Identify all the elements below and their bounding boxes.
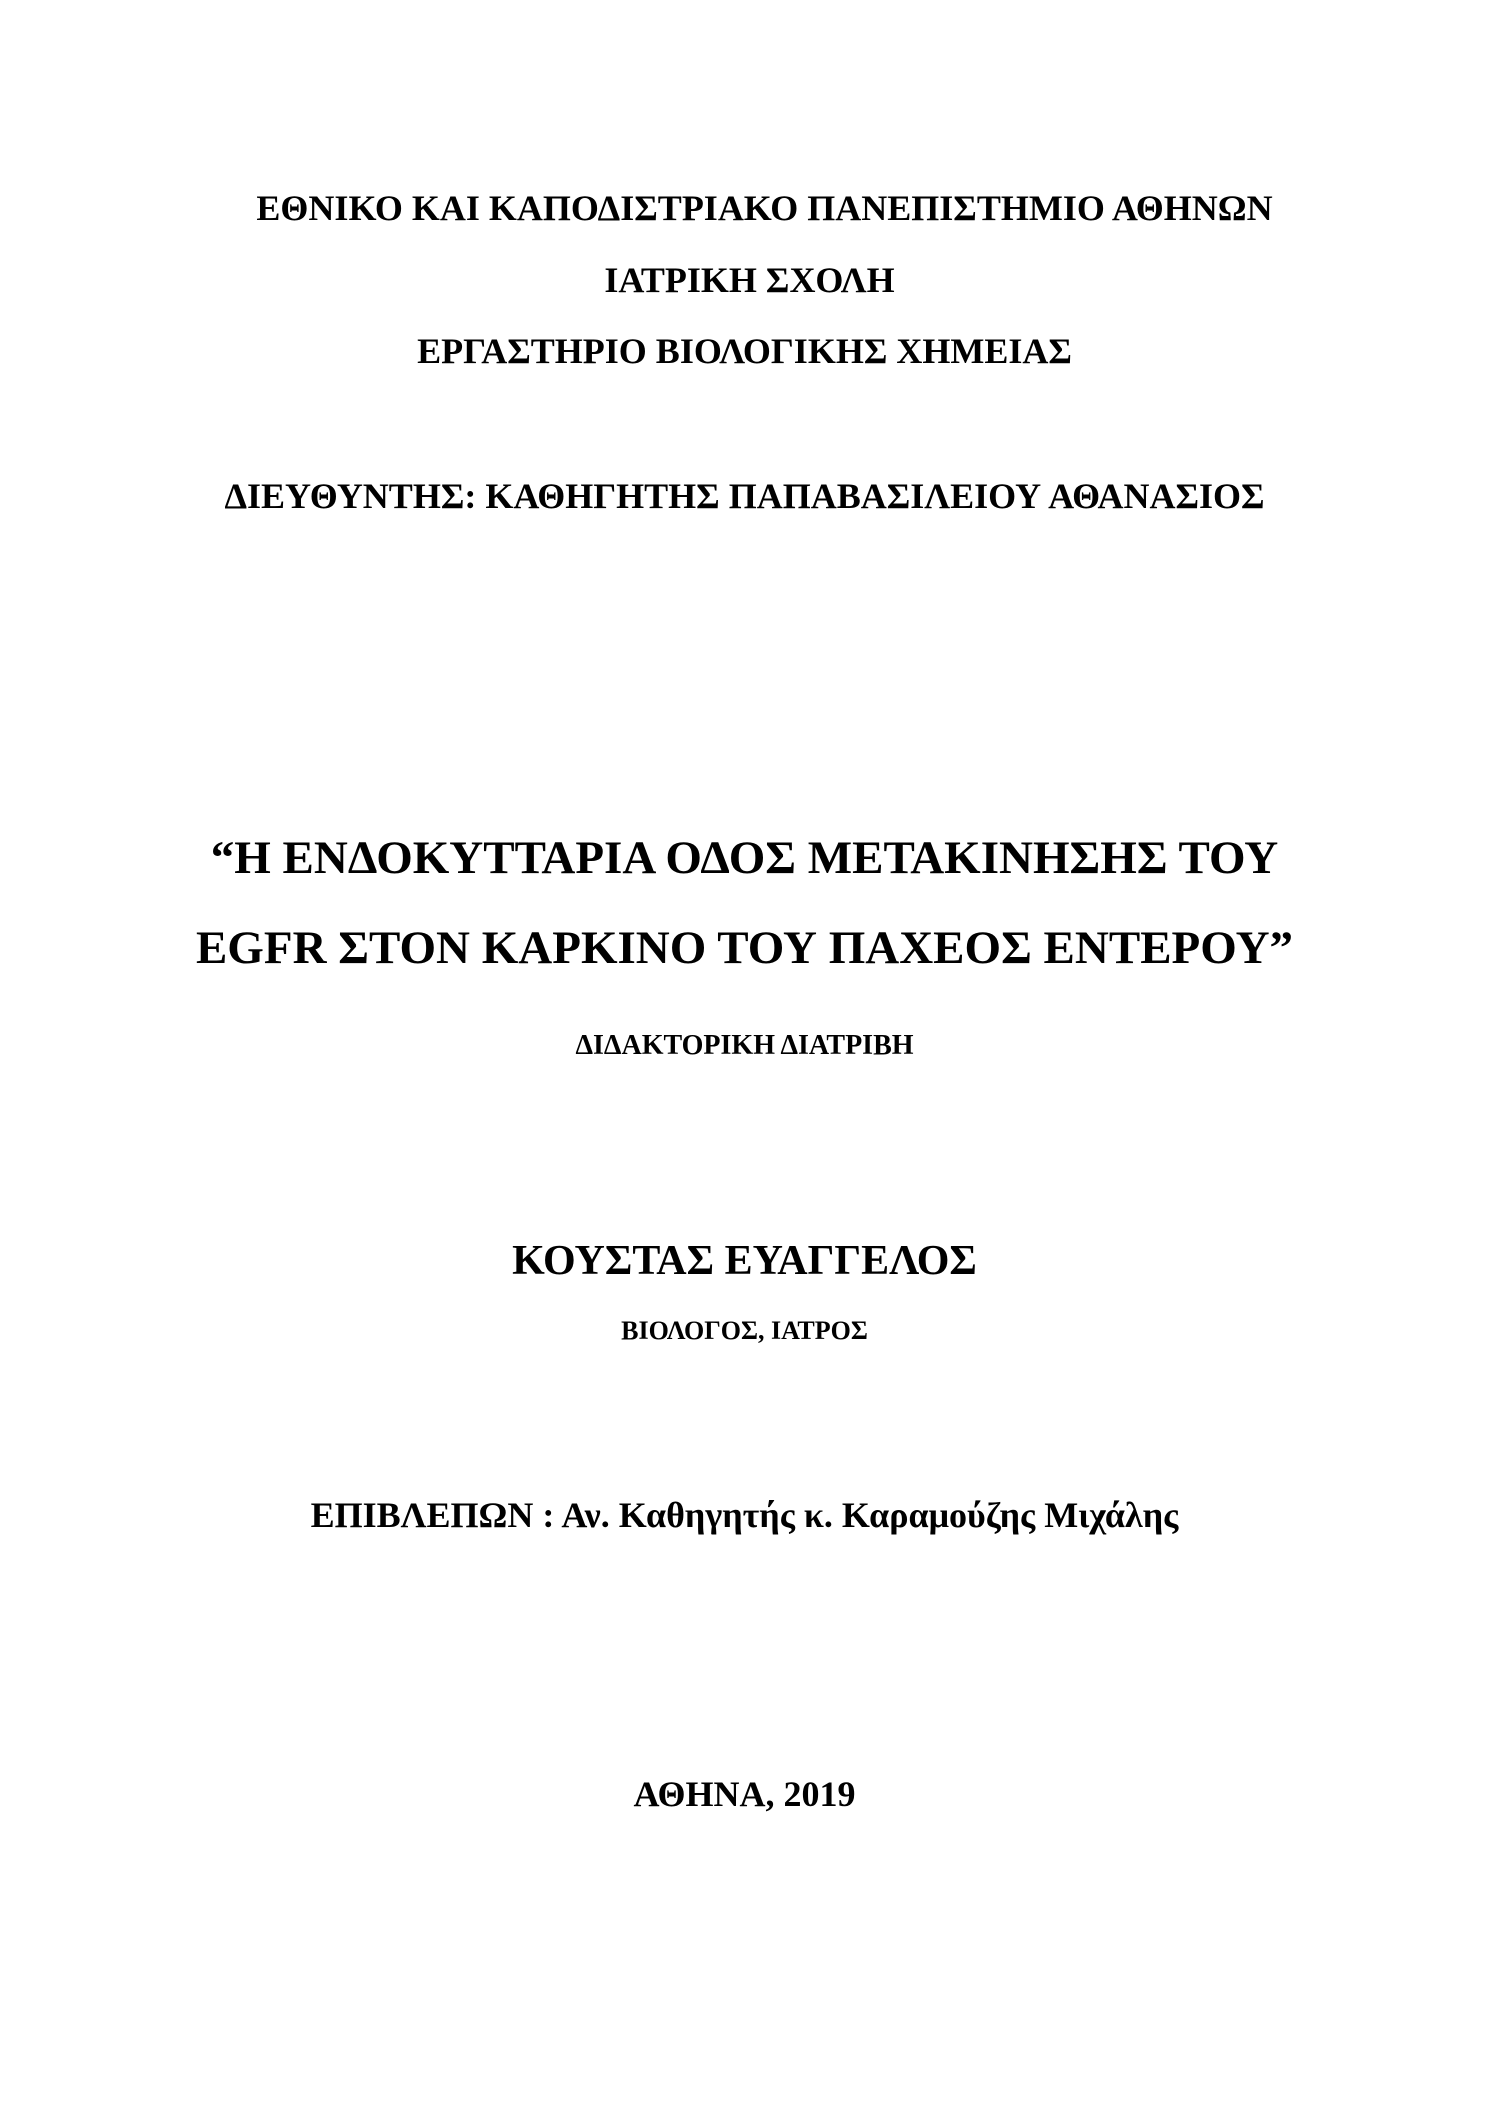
author-name: ΚΟΥΣΤΑΣ ΕΥΑΓΓΕΛΟΣ [512, 1238, 977, 1284]
laboratory-name: ΕΡΓΑΣΤΗΡΙΟ ΒΙΟΛΟΓΙΚΗΣ ΧΗΜΕΙΑΣ [417, 331, 1072, 371]
document-type: ΔΙΔΑΚΤΟΡΙΚΗ ΔΙΑΤΡΙΒΗ [575, 1030, 914, 1061]
thesis-title-line-1: “Η ΕΝΔΟΚΥΤΤΑΡΙΑ ΟΔΟΣ ΜΕΤΑΚΙΝΗΣΗΣ ΤΟΥ [210, 832, 1279, 884]
school-name: ΙΑΤΡΙΚΗ ΣΧΟΛΗ [604, 260, 895, 300]
author-profession: ΒΙΟΛΟΓΟΣ, ΙΑΤΡΟΣ [621, 1316, 868, 1345]
place-and-year: ΑΘΗΝΑ, 2019 [633, 1774, 856, 1814]
university-name: ΕΘΝΙΚΟ ΚΑΙ ΚΑΠΟΔΙΣΤΡΙΑΚΟ ΠΑΝΕΠΙΣΤΗΜΙΟ ΑΘΗΝΩΝ [256, 188, 1273, 228]
supervisor-line: ΕΠΙΒΛΕΠΩΝ : Αν. Καθηγητής κ. Καραμούζης Μιχάλης [310, 1495, 1179, 1535]
director-line: ΔΙΕΥΘΥΝΤΗΣ: ΚΑΘΗΓΗΤΗΣ ΠΑΠΑΒΑΣΙΛΕΙΟΥ ΑΘΑΝΑΣΙΟΣ [224, 476, 1265, 516]
thesis-title-line-2: EGFR ΣΤΟΝ ΚΑΡΚΙΝΟ ΤΟΥ ΠΑΧΕΟΣ ΕΝΤΕΡΟΥ” [195, 922, 1294, 974]
